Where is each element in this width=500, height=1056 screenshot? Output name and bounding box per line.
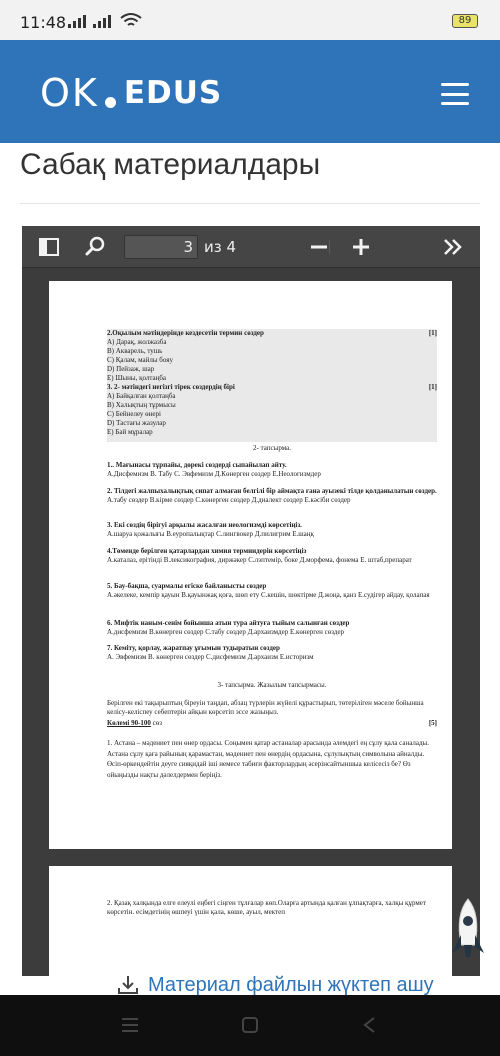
word-count-unit: сөз	[152, 719, 163, 727]
logo-edus: EDUS	[123, 75, 223, 111]
zoom-in-icon[interactable]	[348, 234, 374, 260]
back-icon[interactable]	[360, 1015, 380, 1035]
status-time: 11:48	[20, 13, 67, 32]
q3-option: Е) Бай мұралар	[107, 428, 153, 436]
task2-item: 6. Мифтік наным-сенім бойынша атын тура айтуға тыйым салынған сөздер А.дисфемизм В.көнерген сөздер С.табу сөздер Д.архаизмдер Е.көнерген сөздер	[107, 619, 350, 636]
wifi-icon	[120, 12, 142, 28]
word-count-mark: [5]	[428, 719, 437, 727]
pdf-toolbar	[22, 226, 480, 268]
pdf-viewer[interactable]	[22, 226, 480, 976]
divider	[20, 203, 480, 204]
task2-item: 1.. Мағынасы тұрпайы, дөрекі сөздерді сыпайылап айту. А.Дисфемизм В. Табу С. Эвфемизм Д.Көнерген сөздер Е.Неологизмдер	[107, 461, 321, 478]
page-count-label: из 4	[204, 238, 237, 256]
q3-option: В) Халықтың тұрмысы	[107, 401, 176, 409]
logo-dot	[105, 97, 116, 108]
app-header	[0, 40, 500, 143]
page-number-input[interactable]	[124, 235, 198, 259]
q3-option: А) Байқалған қолтаңба	[107, 392, 176, 400]
pdf-page-3	[49, 281, 452, 849]
q2-mark: [1]	[428, 329, 437, 337]
essay-topic-1: 1. Астана – мәдениет пен өнер ордасы. Соңымен қатар астаналар арасында әлемдегі ең сұлу қала саналады. Астана сұлу қаға райының қарамастан, мәдениет пен өнердің ордасына, сұлулықтың символына айналды. Өсіп-өркендейтін деуге сияқидай іші немесе табиғи факторлардың әсерінсайтыншыа келісесіз бе? Өз ойыңызды нақты дәлелдермен беріңіз.	[107, 739, 430, 779]
pdf-page-4	[49, 866, 452, 976]
word-count-line	[107, 719, 437, 728]
task2-item: 4.Төменде берілген қатарлардан химия терминдерін көрсетіңіз А.каталаз, ерітінді В.лексикография, диржәкер С.лэптемір, боке Д.морфема, фонема Е. штаб,препарат	[107, 547, 412, 564]
q2-option: С) Қалам, майлы бояу	[107, 356, 173, 364]
logo-ok: OK	[40, 71, 99, 115]
download-label: Материал файлын жүктеп ашу	[148, 973, 434, 996]
toolbar-separator	[329, 240, 333, 254]
task2-title: 2- тапсырма.	[253, 444, 291, 452]
word-count-label: Көлемі 90-100	[107, 719, 151, 727]
status-bar	[0, 0, 500, 40]
home-icon[interactable]	[240, 1015, 260, 1035]
task2-item: 7. Кеміту, қорлау, жаратпау ұғымын тудыратын сөздер А. Эвфемизм В. көнерген сөздер С.дисфемизм Д.архаизм Е.историзм	[107, 644, 314, 661]
download-icon	[116, 973, 140, 997]
page-title: Сабақ материалдары	[20, 148, 321, 181]
menu-icon[interactable]	[441, 83, 469, 105]
more-tools-icon[interactable]	[440, 234, 466, 260]
signal-icon	[68, 14, 86, 28]
task3-title: 3- тапсырма. Жазылым тапсырмасы.	[217, 681, 327, 689]
recent-apps-icon[interactable]	[119, 1015, 141, 1035]
q2-option: D) Пейзаж, шар	[107, 365, 155, 373]
q3-mark: [1]	[428, 383, 437, 391]
q2-option: Е) Шыны, қолтаңба	[107, 374, 167, 382]
system-nav-bar	[0, 995, 500, 1056]
essay-topic-2: 2. Қазақ халқында елге елеулі еңбегі сіңген тұлғалар көп.Оларға артында қалған ұлпақтарға, халқы құрмет көрсетін. есімдетінің өшпеуі үшін қала, көше, ауыл, мектеп	[107, 899, 426, 916]
q2-option: В) Акварель, тушь	[107, 347, 163, 355]
task2-item: 3. Екі сөздің бірігуі арқылы жасалған неологизмді көрсетіңіз. А.шаруа қожалығы В.еуропалықтар С.лингвокер Д.пилигрим Е.шаңқ	[107, 521, 314, 538]
okedus-logo[interactable]	[40, 73, 222, 113]
q3-title: 3. 2- мәтіндегі негізгі тірек сөздердің бірі	[107, 383, 235, 391]
q2-option: А) Дарақ, жолжазба	[107, 338, 167, 346]
task2-item: 5. Бау-бақша, суармалы егіске байланысты сөздер А.әкелеке, кемпір қауын В.қауынжақ қоға, шөп ету С.кешін, шөктірме Д.жоңа, қанз Е.судігер айдау, қолапая	[107, 582, 430, 599]
q3-option: D) Тастағы жазулар	[107, 419, 166, 427]
rocket-icon[interactable]	[448, 895, 488, 975]
sidebar-toggle-icon[interactable]	[36, 234, 62, 260]
task2-item: 2. Тілдегі жалпыхалықтық сипат алмаған белгілі бір аймақта ғана ауызекі тілде қолданылатын сөздер. А.табу сөздер В.кірме сөздер С.көнерген сөздер Д.диалект сөздер Е.кәсіби сөздер	[107, 487, 437, 504]
search-icon[interactable]	[82, 234, 108, 260]
signal-icon-2	[93, 14, 111, 28]
question-block-2-3	[107, 329, 437, 442]
q3-option: С) Бейнелеу өнері	[107, 410, 161, 418]
battery-icon: 89	[452, 14, 478, 28]
q2-title: 2.Оқылым мәтіндерінде кездесетін термин сөздер	[107, 329, 264, 337]
task3-intro: Берілген екі тақырыптың біреуін таңдап, абзац түрлерін жүйелі құрастырып, төтеріліген мәселе бойынша келісу-келіспеу себептерін айқын көрсетіп эссе жазыңыз.	[107, 699, 424, 716]
